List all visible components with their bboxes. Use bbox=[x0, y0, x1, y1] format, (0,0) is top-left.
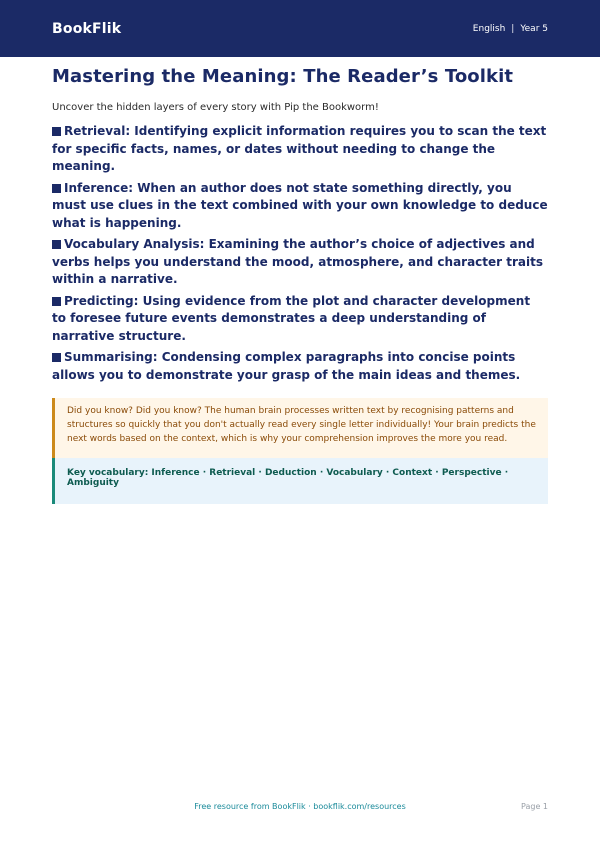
meta-separator: | bbox=[511, 23, 515, 34]
page-footer bbox=[0, 802, 600, 814]
point-text: Inference: When an author does not state something directly, you must use clues in the text combined with your own knowledge to deduce what is happening. bbox=[52, 180, 548, 230]
header-meta bbox=[473, 24, 548, 34]
page-number: Page 1 bbox=[521, 802, 548, 811]
square-bullet-icon bbox=[52, 184, 61, 193]
subject-label: English bbox=[472, 23, 506, 34]
square-bullet-icon bbox=[52, 127, 61, 136]
point-text: Retrieval: Identifying explicit information requires you to scan the text for specific facts, names, or dates without needing to change the meaning. bbox=[52, 124, 547, 173]
key-vocabulary-box bbox=[52, 458, 548, 504]
list-item bbox=[52, 236, 548, 289]
site-header bbox=[0, 0, 600, 57]
list-item bbox=[52, 293, 548, 346]
square-bullet-icon bbox=[52, 297, 61, 306]
vocab-text: Key vocabulary: Inference · Retrieval · Deduction · Vocabulary · Context · Perspective · Ambiguity bbox=[67, 468, 509, 488]
square-bullet-icon bbox=[52, 353, 61, 362]
page-title: Mastering the Meaning: The Reader’s Toolkit bbox=[52, 66, 514, 87]
list-item bbox=[52, 123, 548, 176]
point-text: Predicting: Using evidence from the plot and character development to foresee future events demonstrates a deep understanding of narrative structure. bbox=[52, 293, 531, 343]
skills-list bbox=[52, 123, 548, 384]
point-text: Summarising: Condensing complex paragraphs into concise points allows you to demonstrate your grasp of the main ideas and themes. bbox=[52, 350, 521, 382]
list-item bbox=[52, 180, 548, 233]
list-item bbox=[52, 349, 548, 384]
page-subtitle: Uncover the hidden layers of every story with Pip the Bookworm! bbox=[52, 102, 379, 113]
resource-link[interactable]: Free resource from BookFlik · bookflik.com/resources bbox=[194, 802, 406, 811]
callout-text: Did you know? Did you know? The human brain processes written text by recognising patterns and structures so quickly that you don't actually read every single letter individually! Your brain predicts the next words based on the context, which is why your comprehension improves the more you read. bbox=[67, 406, 536, 444]
main-content bbox=[52, 66, 548, 504]
square-bullet-icon bbox=[52, 240, 61, 249]
brand-logo[interactable]: BookFlik bbox=[52, 20, 122, 37]
did-you-know-callout bbox=[52, 398, 548, 458]
year-label: Year 5 bbox=[520, 23, 548, 34]
point-text: Vocabulary Analysis: Examining the author’s choice of adjectives and verbs helps you understand the mood, atmosphere, and character traits within a narrative. bbox=[52, 237, 544, 286]
